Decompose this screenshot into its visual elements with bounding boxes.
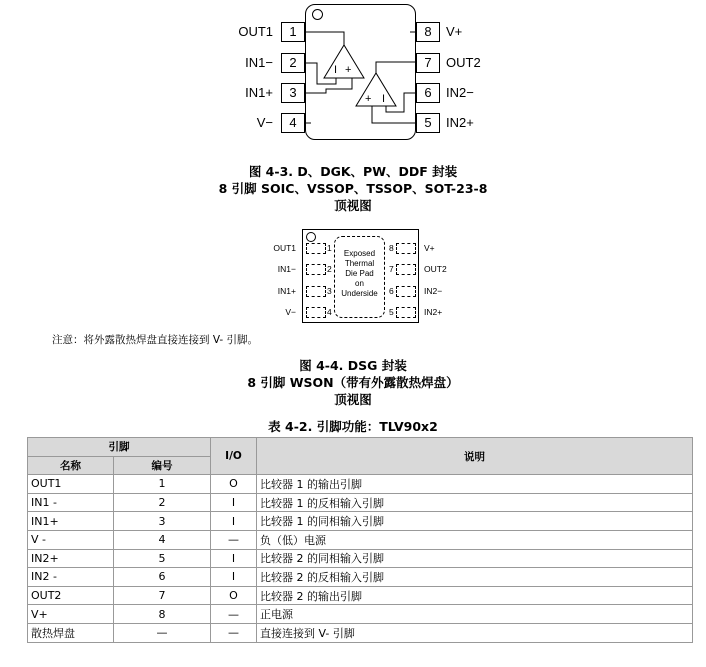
pin-box-4: 4 (281, 113, 305, 133)
wson-pin-num-2: 2 (327, 264, 332, 274)
cell-description: 比较器 2 的同相输入引脚 (257, 549, 693, 568)
cell-number: 8 (114, 605, 211, 624)
cell-number: 2 (114, 493, 211, 512)
cell-number: 1 (114, 475, 211, 494)
cell-name: V+ (28, 605, 114, 624)
comparator-2-output-wire (376, 62, 416, 73)
table-title: 表 4-2. 引脚功能：TLV90x2 (268, 419, 438, 434)
table-row (28, 530, 693, 549)
wson-label-in2-minus: IN2− (424, 286, 443, 296)
comparator-1-minus-sign: I (334, 64, 338, 76)
pin-label-v-plus: V+ (446, 24, 463, 39)
wson-pin-num-1: 1 (327, 243, 332, 253)
wson-pad-8 (396, 243, 416, 254)
wson-pin-num-3: 3 (327, 286, 332, 296)
pin-box-3: 3 (281, 83, 305, 103)
cell-io: I (211, 568, 257, 587)
thermal-pad-note: 注意：将外露散热焊盘直接连接到 V- 引脚。 (52, 334, 259, 346)
figure-4-3-caption-line3: 顶视图 (334, 198, 372, 213)
wson-pin-num-4: 4 (327, 307, 332, 317)
comparator-1-output-wire (305, 32, 344, 45)
cell-description: 直接连接到 V- 引脚 (257, 623, 693, 642)
figure-4-4-caption-line1: 图 4-4. DSG 封装 (299, 358, 407, 373)
cell-name: IN1 - (28, 493, 114, 512)
cell-description: 比较器 1 的同相输入引脚 (257, 512, 693, 531)
header-number: 编号 (114, 456, 211, 475)
pin-label-out2: OUT2 (446, 55, 481, 70)
wson-pad-5 (396, 307, 416, 318)
cell-name: OUT2 (28, 586, 114, 605)
cell-number: 4 (114, 530, 211, 549)
header-io: I/O (211, 438, 257, 475)
figure-4-3-caption-line1: 图 4-3. D、DGK、PW、DDF 封装 (248, 164, 458, 179)
pin-box-6: 6 (416, 83, 440, 103)
cell-io: I (211, 512, 257, 531)
comparator-2-noninv-wire (372, 106, 416, 123)
wson-pad-7 (396, 264, 416, 275)
pin-box-5: 5 (416, 113, 440, 133)
cell-io: — (211, 530, 257, 549)
comparator-schematic (0, 0, 706, 160)
header-pin: 引脚 (28, 438, 211, 457)
wson-pad-6 (396, 286, 416, 297)
comparator-1-noninv-wire (305, 78, 352, 93)
table-row (28, 549, 693, 568)
header-description: 说明 (257, 438, 693, 475)
cell-description: 比较器 2 的输出引脚 (257, 586, 693, 605)
cell-number: 3 (114, 512, 211, 531)
cell-io: I (211, 549, 257, 568)
table-row (28, 493, 693, 512)
comparator-1-plus-sign: + (345, 64, 352, 76)
cell-name: IN1+ (28, 512, 114, 531)
cell-number: 7 (114, 586, 211, 605)
wson-pad-2 (306, 264, 326, 275)
pin-box-1: 1 (281, 22, 305, 42)
table-row (28, 623, 693, 642)
cell-description: 正电源 (257, 605, 693, 624)
wson-pin1-marker (306, 232, 316, 242)
cell-description: 比较器 1 的输出引脚 (257, 475, 693, 494)
table-row (28, 586, 693, 605)
wson-label-in1-plus: IN1+ (277, 286, 296, 296)
wson-pad-3 (306, 286, 326, 297)
cell-io: — (211, 623, 257, 642)
pin-label-v-minus: V− (256, 115, 273, 130)
pin-label-in1-plus: IN1+ (245, 85, 273, 100)
cell-io: I (211, 493, 257, 512)
table-row (28, 512, 693, 531)
cell-io: — (211, 605, 257, 624)
figure-4-3-caption-line2: 8 引脚 SOIC、VSSOP、TSSOP、SOT-23-8 (218, 181, 488, 196)
cell-description: 比较器 1 的反相输入引脚 (257, 493, 693, 512)
pin-box-2: 2 (281, 53, 305, 73)
figure-4-4-caption-line2: 8 引脚 WSON（带有外露散热焊盘） (247, 375, 459, 390)
pin-label-in1-minus: IN1− (245, 55, 273, 70)
wson-pin-num-8: 8 (389, 243, 394, 253)
pin-box-8: 8 (416, 22, 440, 42)
wson-label-in2-plus: IN2+ (424, 307, 443, 317)
wson-label-out1: OUT1 (273, 243, 296, 253)
comparator-1-triangle (324, 45, 364, 78)
wson-pad-1 (306, 243, 326, 254)
cell-io: O (211, 586, 257, 605)
cell-number: — (114, 623, 211, 642)
cell-description: 负（低）电源 (257, 530, 693, 549)
header-name: 名称 (28, 456, 114, 475)
cell-io: O (211, 475, 257, 494)
cell-description: 比较器 2 的反相输入引脚 (257, 568, 693, 587)
wson-label-v-plus: V+ (424, 243, 435, 253)
table-row (28, 568, 693, 587)
cell-number: 6 (114, 568, 211, 587)
table-row (28, 475, 693, 494)
wson-label-v-minus: V− (285, 307, 296, 317)
pin-label-out1: OUT1 (238, 24, 273, 39)
cell-name: IN2 - (28, 568, 114, 587)
wson-pin-num-7: 7 (389, 264, 394, 274)
comparator-2-plus-sign: + (365, 93, 372, 105)
table-row (28, 605, 693, 624)
pin-label-in2-minus: IN2− (446, 85, 474, 100)
wson-pin-num-6: 6 (389, 286, 394, 296)
wson-pin-num-5: 5 (389, 307, 394, 317)
cell-name: 散热焊盘 (28, 623, 114, 642)
pin-label-in2-plus: IN2+ (446, 115, 474, 130)
wson-label-out2: OUT2 (424, 264, 447, 274)
exposed-pad-text: Exposed Thermal Die Pad on Underside (341, 249, 378, 298)
figure-4-4-caption-line3: 顶视图 (334, 392, 372, 407)
cell-name: OUT1 (28, 475, 114, 494)
cell-name: V - (28, 530, 114, 549)
wson-label-in1-minus: IN1− (277, 264, 296, 274)
pin-box-7: 7 (416, 53, 440, 73)
comparator-2-minus-sign: I (382, 93, 386, 105)
cell-number: 5 (114, 549, 211, 568)
pin-functions-table (27, 437, 693, 643)
cell-name: IN2+ (28, 549, 114, 568)
wson-pad-4 (306, 307, 326, 318)
